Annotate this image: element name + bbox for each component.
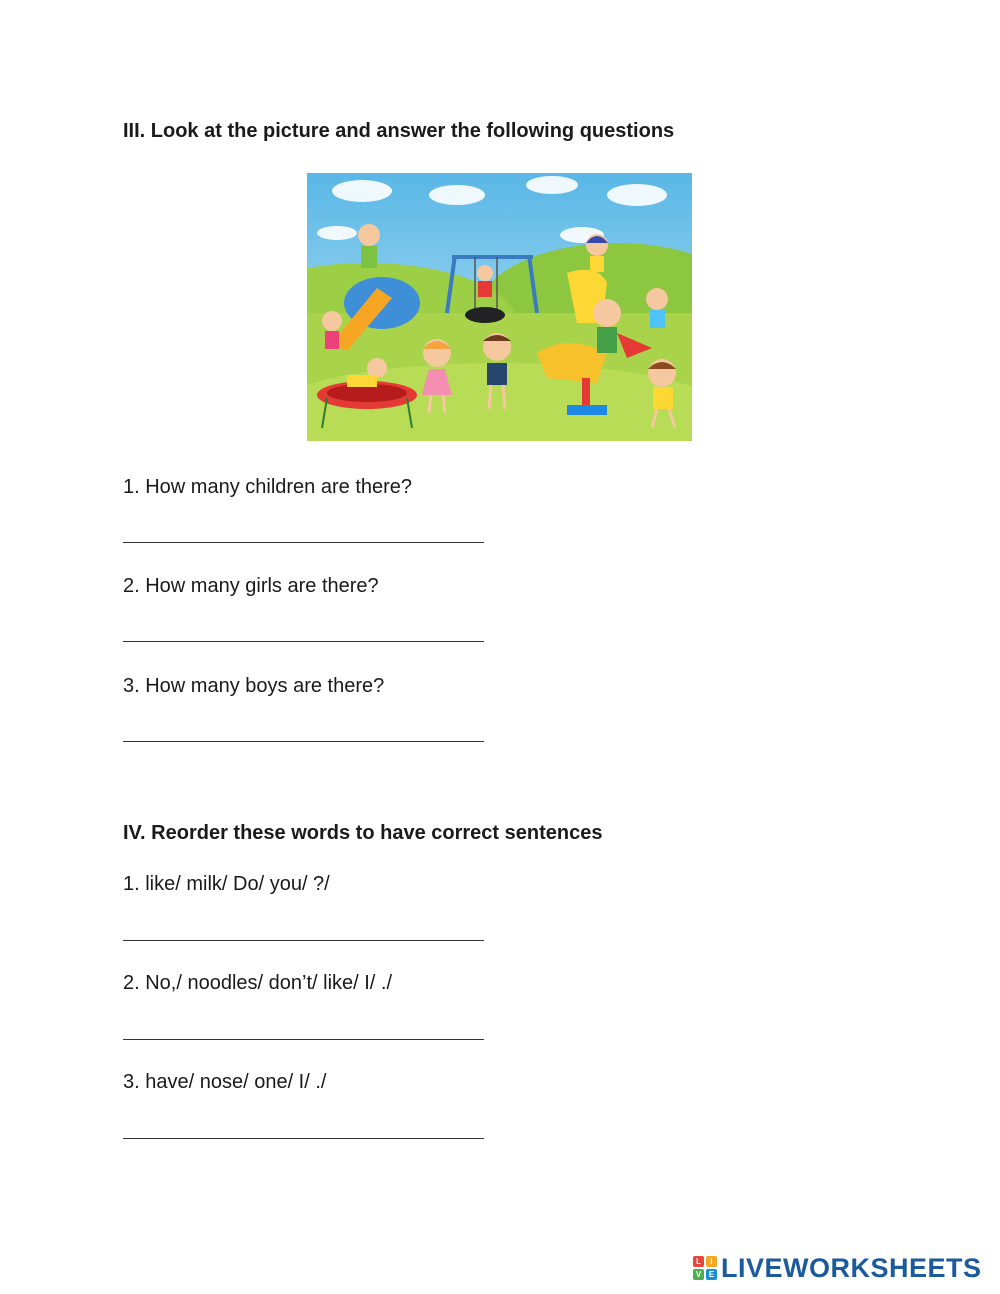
- section-4-title: IV. Reorder these words to have correct sentences: [123, 822, 603, 844]
- playground-picture: [307, 173, 692, 441]
- question-4-3: 3. have/ nose/ one/ I/ ./: [123, 1071, 327, 1093]
- answer-line-3-3[interactable]: [123, 741, 484, 742]
- logo-letter-v: V: [693, 1269, 704, 1280]
- answer-line-4-2[interactable]: [123, 1039, 484, 1040]
- answer-line-4-1[interactable]: [123, 940, 484, 941]
- answer-line-3-2[interactable]: [123, 641, 484, 642]
- question-3-3: 3. How many boys are there?: [123, 675, 385, 697]
- question-3-1: 1. How many children are there?: [123, 476, 413, 498]
- logo-text: LIVEWORKSHEETS: [721, 1252, 982, 1283]
- logo-letter-i: I: [706, 1256, 717, 1267]
- logo-letter-l: L: [693, 1256, 704, 1267]
- question-4-1: 1. like/ milk/ Do/ you/ ?/: [123, 873, 330, 895]
- logo-letter-e: E: [706, 1269, 717, 1280]
- section-3-title: III. Look at the picture and answer the following questions: [123, 120, 675, 142]
- answer-line-3-1[interactable]: [123, 542, 484, 543]
- logo-mark-icon: [693, 1256, 717, 1280]
- answer-line-4-3[interactable]: [123, 1138, 484, 1139]
- liveworksheets-logo: [693, 1253, 982, 1283]
- question-3-2: 2. How many girls are there?: [123, 575, 379, 597]
- question-4-2: 2. No,/ noodles/ don’t/ like/ I/ ./: [123, 972, 393, 994]
